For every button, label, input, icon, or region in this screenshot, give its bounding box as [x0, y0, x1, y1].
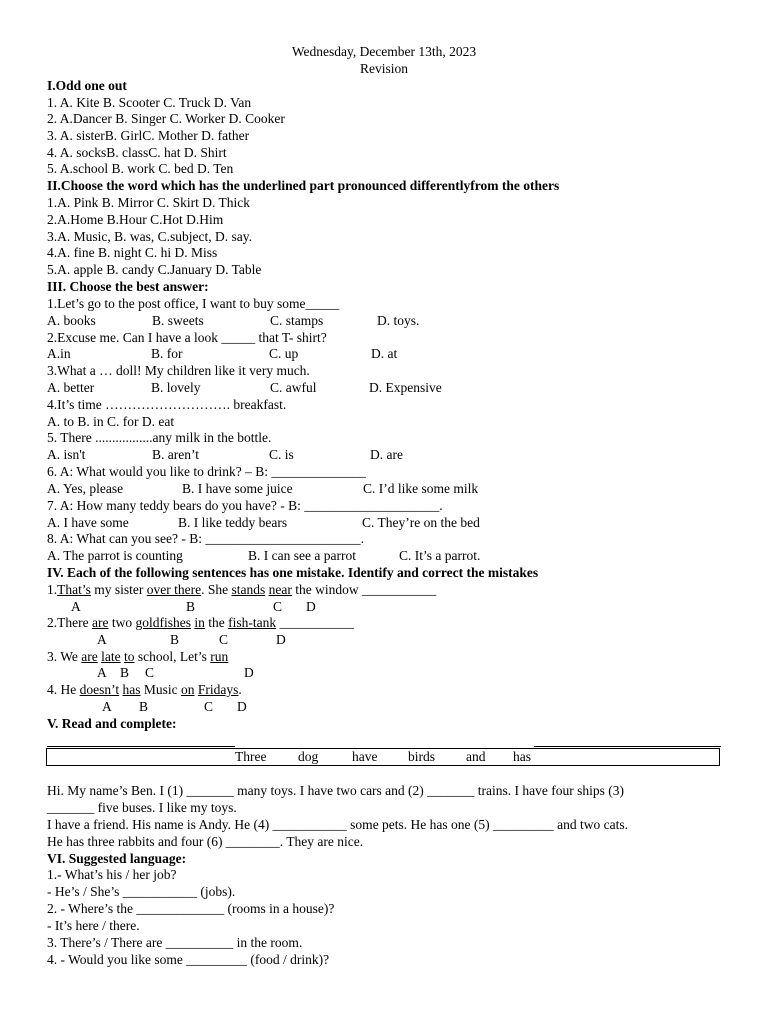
error-part-d: fish-tank [228, 615, 277, 630]
s1-item: 1. A. Kite B. Scooter C. Truck D. Van [47, 95, 252, 110]
language-line: 2. - Where’s the _____________ (rooms in a house)? [47, 901, 335, 916]
option: C. stamps [270, 313, 324, 328]
option: A. I have some [47, 515, 129, 530]
letter-marker: B [186, 599, 196, 614]
s1-item: 3. A. sisterB. GirlC. Mother D. father [47, 128, 250, 143]
section-2-heading: II.Choose the word which has the underlined part pronounced differentlyfrom the others [47, 178, 560, 193]
question-1: 1.Let’s go to the post office, I want to buy some_____ [47, 296, 340, 311]
option: A. Yes, please [47, 481, 124, 496]
option: B. I can see a parrot [248, 548, 356, 563]
question-4: 4.It’s time ………………………. breakfast. [47, 397, 287, 412]
option: B. for [151, 346, 183, 361]
word-box-item: dog [298, 749, 319, 764]
s2-item: 4.A. fine B. night C. hi D. Miss [47, 245, 218, 260]
option: A.in [47, 346, 71, 361]
error-part-b: has [122, 682, 141, 697]
option: B. lovely [151, 380, 201, 395]
error-sentence-4: 4. He doesn’t has Music on Fridays. [47, 682, 242, 697]
word-box-item: Three [235, 749, 267, 764]
s2-item: 3.A. Music, B. was, C.subject, D. say. [47, 229, 252, 244]
passage-line: Hi. My name’s Ben. I (1) _______ many toys. I have two cars and (2) _______ trains. I have four ships (3) [47, 783, 625, 798]
error-part-c: on [181, 682, 195, 697]
word-box [46, 748, 720, 766]
option: C. is [269, 447, 294, 462]
letter-marker: B [170, 632, 180, 647]
option: C. I’d like some milk [363, 481, 479, 496]
option: C. up [269, 346, 299, 361]
letter-marker: C [273, 599, 283, 614]
error-part-d: near [268, 582, 292, 597]
error-sentence-2: 2.There are two goldfishes in the fish-tank ___________ [47, 615, 354, 630]
question-8: 8. A: What can you see? - B: _______________________. [47, 531, 364, 546]
letter-marker: A [71, 599, 81, 614]
error-part-d: Fridays [197, 682, 239, 697]
option: D. Expensive [369, 380, 442, 395]
word-box-item: has [513, 749, 531, 764]
error-part-b: late [101, 649, 121, 664]
letter-marker: B [139, 699, 149, 714]
letter-marker: C [219, 632, 229, 647]
error-part-a: are [81, 649, 98, 664]
option: D. are [370, 447, 403, 462]
letter-marker: A [97, 632, 107, 647]
letter-marker: A [102, 699, 112, 714]
error-part-c: stands [231, 582, 266, 597]
question-3: 3.What a … doll! My children like it very much. [47, 363, 310, 378]
s2-item: 5.A. apple B. candy C.January D. Table [47, 262, 262, 277]
letter-marker: D [306, 599, 316, 614]
option: A. books [47, 313, 96, 328]
option: B. I like teddy bears [178, 515, 288, 530]
s1-item: 4. A. socksB. classC. hat D. Shirt [47, 145, 227, 160]
language-line: - He’s / She’s ___________ (jobs). [47, 884, 236, 899]
option: C. It’s a parrot. [399, 548, 481, 563]
passage-line: _______ five buses. I like my toys. [47, 800, 237, 815]
error-part-a: That’s [57, 582, 91, 597]
question-7: 7. A: How many teddy bears do you have? - B: ____________________. [47, 498, 443, 513]
page-title: Revision [359, 61, 408, 76]
letter-marker: A [97, 665, 107, 680]
error-part-b: goldfishes [135, 615, 191, 630]
error-sentence-1: 1.That’s my sister over there. She stands near the window ___________ [47, 582, 437, 597]
option: B. I have some juice [182, 481, 293, 496]
option: C. They’re on the bed [362, 515, 480, 530]
error-part-c: to [124, 649, 135, 664]
s2-item: 2.A.Home B.Hour C.Hot D.Him [47, 212, 224, 227]
word-box-item: have [352, 749, 378, 764]
section-3-heading: III. Choose the best answer: [47, 279, 209, 294]
section-6-heading: VI. Suggested language: [47, 851, 187, 866]
letter-marker: D [244, 665, 254, 680]
question-2: 2.Excuse me. Can I have a look _____ that T- shirt? [47, 330, 327, 345]
question-6: 6. A: What would you like to drink? – B: ______________ [47, 464, 366, 479]
option: D. toys. [377, 313, 420, 328]
option: A. isn't [47, 447, 86, 462]
language-line: 4. - Would you like some _________ (food / drink)? [47, 952, 330, 967]
passage-line: I have a friend. His name is Andy. He (4) ___________ some pets. He has one (5) _________ and two cats. [47, 817, 629, 832]
question-5: 5. There .................any milk in the bottle. [47, 430, 272, 445]
letter-marker: D [237, 699, 247, 714]
question-4-options: A. to B. in C. for D. eat [47, 414, 175, 429]
letter-marker: D [276, 632, 286, 647]
s1-item: 5. A.school B. work C. bed D. Ten [47, 161, 234, 176]
letter-marker: C [145, 665, 155, 680]
error-sentence-3: 3. We are late to school, Let’s run [47, 649, 229, 664]
error-part-a: are [91, 615, 109, 630]
error-part-d: run [210, 649, 229, 664]
date-line: Wednesday, December 13th, 2023 [291, 44, 477, 59]
option: A. better [47, 380, 95, 395]
option: B. sweets [152, 313, 204, 328]
option: C. awful [270, 380, 317, 395]
language-line: 3. There’s / There are __________ in the room. [47, 935, 303, 950]
section-5-heading: V. Read and complete: [47, 716, 177, 731]
letter-marker: B [120, 665, 130, 680]
passage-line: He has three rabbits and four (6) ________. They are nice. [47, 834, 364, 849]
letter-marker: C [204, 699, 214, 714]
word-box-overline [47, 746, 235, 747]
word-box-item: birds [408, 749, 435, 764]
error-part-b: over there [146, 582, 202, 597]
s1-item: 2. A.Dancer B. Singer C. Worker D. Cooker [47, 111, 285, 126]
word-box-item: and [466, 749, 486, 764]
option: B. aren’t [152, 447, 199, 462]
section-1-heading: I.Odd one out [47, 78, 127, 93]
error-part-a: doesn’t [79, 682, 120, 697]
language-line: 1.- What’s his / her job? [47, 867, 177, 882]
language-line: - It’s here / there. [47, 918, 140, 933]
error-part-c: in [194, 615, 205, 630]
word-box-overline [534, 746, 721, 747]
option: D. at [371, 346, 398, 361]
option: A. The parrot is counting [47, 548, 183, 563]
s2-item: 1.A. Pink B. Mirror C. Skirt D. Thick [47, 195, 251, 210]
section-4-heading: IV. Each of the following sentences has one mistake. Identify and correct the mistakes [47, 565, 539, 580]
